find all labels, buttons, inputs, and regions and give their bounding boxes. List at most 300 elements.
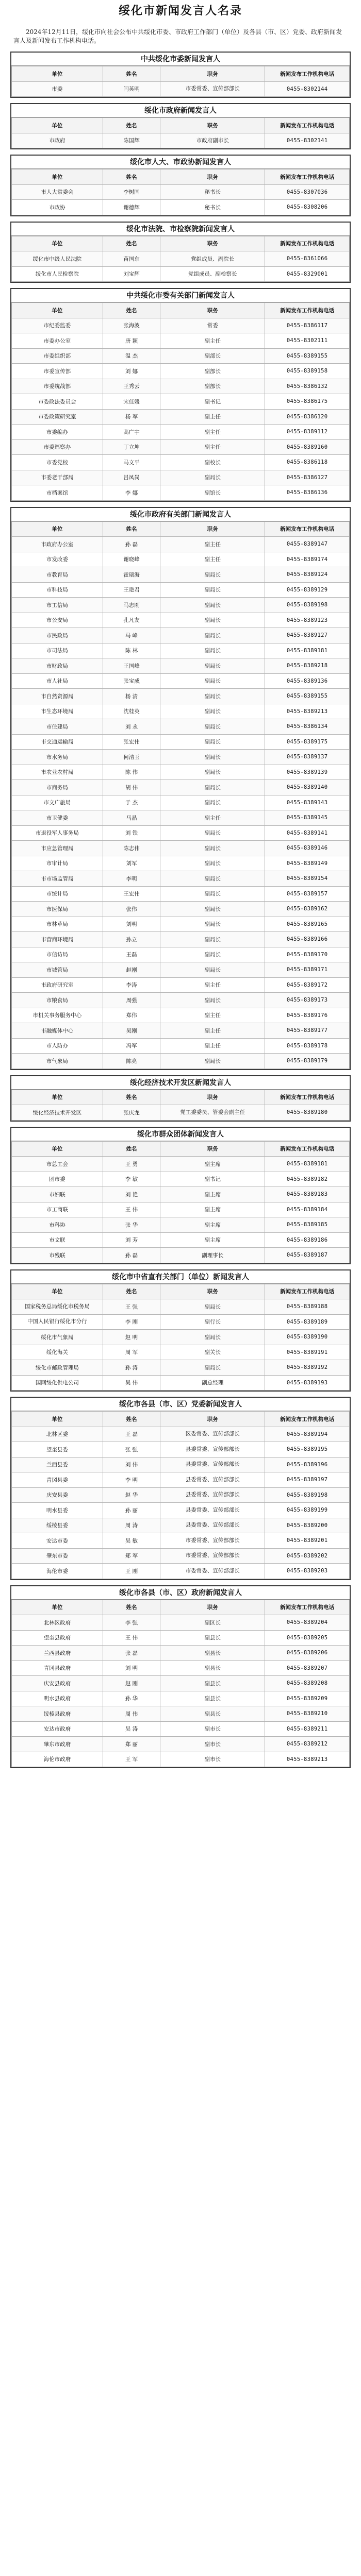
- position-cell: 副部长: [160, 379, 265, 394]
- position-cell: 副局长: [160, 1054, 265, 1069]
- table-row: [12, 1533, 350, 1549]
- position-cell: 副主任: [160, 333, 265, 349]
- header-unit: 单位: [12, 1412, 103, 1427]
- section-table: [11, 1600, 350, 1768]
- position-cell: 副局长: [160, 947, 265, 962]
- name-cell: 郑伟: [103, 1008, 160, 1023]
- name-cell: 吴 伟: [103, 1375, 160, 1391]
- unit-cell: 市委办公室: [12, 333, 103, 349]
- name-cell: 张海波: [103, 318, 160, 333]
- phone-cell: 0455-8389182: [265, 1172, 350, 1187]
- name-cell: 陈志伟: [103, 841, 160, 856]
- table-row: [12, 810, 350, 826]
- name-cell: 赵 华: [103, 1487, 160, 1503]
- section-title: 绥化经济技术开发区新闻发言人: [11, 1076, 350, 1090]
- table-row: [12, 1427, 350, 1442]
- name-cell: 谢德辉: [103, 200, 160, 215]
- unit-cell: 团市委: [12, 1172, 103, 1187]
- name-cell: 马文平: [103, 455, 160, 470]
- name-cell: 孙 丽: [103, 1503, 160, 1518]
- position-cell: 县委常委、宣传部部长: [160, 1518, 265, 1533]
- unit-cell: 绥化海关: [12, 1345, 103, 1360]
- unit-cell: 市营商环境局: [12, 932, 103, 947]
- table-row: [12, 1375, 350, 1391]
- position-cell: 副局长: [160, 962, 265, 978]
- unit-cell: 市水务局: [12, 750, 103, 765]
- phone-cell: 0455-8389154: [265, 871, 350, 887]
- position-cell: 副局长: [160, 886, 265, 902]
- phone-cell: 0455-8389127: [265, 628, 350, 643]
- header-name: 姓名: [103, 303, 160, 318]
- table-row: [12, 266, 350, 282]
- unit-cell: 安达市政府: [12, 1721, 103, 1737]
- table-row: [12, 333, 350, 349]
- table-row: [12, 1360, 350, 1376]
- position-cell: 副局长: [160, 856, 265, 871]
- header-unit: 单位: [12, 1284, 103, 1299]
- name-cell: 张伟: [103, 902, 160, 917]
- phone-cell: 0455-8302144: [265, 81, 350, 97]
- table-row: [12, 582, 350, 598]
- table-row: [12, 1752, 350, 1767]
- unit-cell: 市司法局: [12, 643, 103, 658]
- table-row: [12, 1330, 350, 1345]
- unit-cell: 明水县政府: [12, 1691, 103, 1706]
- phone-cell: 0455-8389187: [265, 1248, 350, 1263]
- phone-cell: 0455-8389196: [265, 1457, 350, 1472]
- phone-cell: 0455-8302111: [265, 333, 350, 349]
- name-cell: 孙 磊: [103, 1248, 160, 1263]
- unit-cell: 市委宣传部: [12, 364, 103, 379]
- position-cell: 副局长: [160, 673, 265, 689]
- phone-cell: 0455-8389203: [265, 1564, 350, 1579]
- section-table: [11, 66, 350, 97]
- header-phone: 新闻发布工作机构电话: [265, 303, 350, 318]
- unit-cell: 市粮食局: [12, 993, 103, 1008]
- position-cell: 副局长: [160, 902, 265, 917]
- position-cell: 副局长: [160, 795, 265, 810]
- name-cell: 高广宇: [103, 425, 160, 440]
- name-cell: 张庆龙: [103, 1105, 160, 1121]
- position-cell: 副县长: [160, 1630, 265, 1646]
- phone-cell: 0455-8389218: [265, 658, 350, 674]
- phone-cell: 0455-8386120: [265, 409, 350, 425]
- table-row: [12, 1660, 350, 1676]
- unit-cell: 市人社局: [12, 673, 103, 689]
- table-row: [12, 455, 350, 470]
- header-position: 职务: [160, 1090, 265, 1105]
- name-cell: 周 军: [103, 1345, 160, 1360]
- header-name: 姓名: [103, 521, 160, 537]
- position-cell: 副主席: [160, 1157, 265, 1172]
- unit-cell: 市林草局: [12, 917, 103, 932]
- table-row: [12, 1038, 350, 1054]
- phone-cell: 0455-8389129: [265, 582, 350, 598]
- position-cell: 副主任: [160, 409, 265, 425]
- phone-cell: 0455-8389184: [265, 1202, 350, 1217]
- header-position: 职务: [160, 1600, 265, 1615]
- position-cell: 副主任: [160, 425, 265, 440]
- phone-cell: 0455-8389136: [265, 673, 350, 689]
- phone-cell: 0455-8389191: [265, 1345, 350, 1360]
- position-cell: 副县长: [160, 1676, 265, 1691]
- unit-cell: 市商务局: [12, 780, 103, 795]
- header-position: 职务: [160, 66, 265, 82]
- phone-cell: 0455-8389158: [265, 364, 350, 379]
- name-cell: 王 刚: [103, 1564, 160, 1579]
- phone-cell: 0455-8389188: [265, 1299, 350, 1315]
- name-cell: 刘明: [103, 917, 160, 932]
- position-cell: 市委常委、宣传部部长: [160, 1564, 265, 1579]
- phone-cell: 0455-8389183: [265, 1187, 350, 1202]
- table-row: [12, 856, 350, 871]
- table-row: [12, 364, 350, 379]
- header-phone: 新闻发布工作机构电话: [265, 521, 350, 537]
- position-cell: 副主任: [160, 1038, 265, 1054]
- unit-cell: 绥化市气象局: [12, 1330, 103, 1345]
- position-cell: 副局长: [160, 993, 265, 1008]
- unit-cell: 国网绥化供电公司: [12, 1375, 103, 1391]
- phone-cell: 0455-8389112: [265, 425, 350, 440]
- table-row: [12, 567, 350, 583]
- position-cell: 副总经理: [160, 1375, 265, 1391]
- position-cell: 副书记: [160, 1172, 265, 1187]
- section-title: 绥化市法院、市检察院新闻发言人: [11, 223, 350, 236]
- unit-cell: 市卫健委: [12, 810, 103, 826]
- table-row: [12, 1646, 350, 1661]
- header-phone: 新闻发布工作机构电话: [265, 1090, 350, 1105]
- position-cell: 副主任: [160, 977, 265, 993]
- position-cell: 副局长: [160, 567, 265, 583]
- name-cell: 刘 铁: [103, 825, 160, 841]
- table-header-row: [12, 66, 350, 82]
- intro-paragraph: 2024年12月11日，绥化市向社会公布中共绥化市委、市政府工作部门（单位）及各县（市、区）党委、政府新闻发言人及新闻发布工作机构电话。: [13, 28, 342, 44]
- position-cell: 区委常委、宣传部部长: [160, 1427, 265, 1442]
- phone-cell: 0455-8389178: [265, 1038, 350, 1054]
- section-title: 绥化市群众团体新闻发言人: [11, 1128, 350, 1141]
- unit-cell: 安达市委: [12, 1533, 103, 1549]
- phone-cell: 0455-8389155: [265, 348, 350, 364]
- name-cell: 刘军: [103, 856, 160, 871]
- phone-cell: 0455-8386136: [265, 485, 350, 501]
- table-row: [12, 1518, 350, 1533]
- name-cell: 李 强: [103, 1615, 160, 1631]
- position-cell: 县委常委、宣传部部长: [160, 1487, 265, 1503]
- unit-cell: 市委: [12, 81, 103, 97]
- table-row: [12, 1202, 350, 1217]
- unit-cell: 市自然资源局: [12, 689, 103, 704]
- name-cell: 赵 刚: [103, 1676, 160, 1691]
- table-row: [12, 1023, 350, 1039]
- header-unit: 单位: [12, 1600, 103, 1615]
- unit-cell: 庆安县委: [12, 1487, 103, 1503]
- position-cell: 市委常委、宣传部部长: [160, 1548, 265, 1564]
- name-cell: 闫英明: [103, 81, 160, 97]
- name-cell: 吴 涛: [103, 1721, 160, 1737]
- section-table: [11, 1141, 350, 1263]
- table-row: [12, 932, 350, 947]
- section-title: 中共绥化市委有关部门新闻发言人: [11, 289, 350, 302]
- name-cell: 周 伟: [103, 1706, 160, 1722]
- position-cell: 秘书长: [160, 200, 265, 215]
- unit-cell: 市文联: [12, 1232, 103, 1248]
- unit-cell: 市机关事务服务中心: [12, 1008, 103, 1023]
- name-cell: 刘 永: [103, 719, 160, 735]
- unit-cell: 市民政局: [12, 628, 103, 643]
- phone-cell: 0455-8389140: [265, 780, 350, 795]
- unit-cell: 中国人民银行绥化市分行: [12, 1314, 103, 1330]
- unit-cell: 市委党校: [12, 455, 103, 470]
- name-cell: 张 华: [103, 1217, 160, 1233]
- position-cell: 副县长: [160, 1660, 265, 1676]
- name-cell: 李 敏: [103, 1172, 160, 1187]
- header-name: 姓名: [103, 66, 160, 82]
- name-cell: 王磊: [103, 947, 160, 962]
- position-cell: 副局长: [160, 750, 265, 765]
- name-cell: 周强: [103, 993, 160, 1008]
- table-row: [12, 1008, 350, 1023]
- table-row: [12, 537, 350, 552]
- position-cell: 副主任: [160, 1008, 265, 1023]
- name-cell: 刘宝辉: [103, 266, 160, 282]
- section-7: [10, 1127, 351, 1264]
- table-row: [12, 394, 350, 410]
- header-position: 职务: [160, 1284, 265, 1299]
- phone-cell: 0455-8389171: [265, 962, 350, 978]
- position-cell: 市政府副市长: [160, 133, 265, 148]
- unit-cell: 市人防办: [12, 1038, 103, 1054]
- position-cell: 副局长: [160, 704, 265, 719]
- table-row: [12, 628, 350, 643]
- unit-cell: 市纪委监委: [12, 318, 103, 333]
- table-row: [12, 734, 350, 750]
- phone-cell: 0455-8389213: [265, 1752, 350, 1767]
- name-cell: 王 勇: [103, 1157, 160, 1172]
- table-header-row: [12, 118, 350, 133]
- header-name: 姓名: [103, 236, 160, 251]
- unit-cell: 市委老干部局: [12, 470, 103, 485]
- name-cell: 李 娜: [103, 485, 160, 501]
- header-unit: 单位: [12, 118, 103, 133]
- section-3: [10, 222, 351, 283]
- name-cell: 陈 林: [103, 643, 160, 658]
- unit-cell: 北林区政府: [12, 1615, 103, 1631]
- table-row: [12, 1314, 350, 1330]
- name-cell: 吴刚: [103, 1023, 160, 1039]
- phone-cell: 0455-8308206: [265, 200, 350, 215]
- unit-cell: 市科技局: [12, 582, 103, 598]
- table-row: [12, 1630, 350, 1646]
- section-9: [10, 1397, 351, 1580]
- position-cell: 副局长: [160, 765, 265, 780]
- header-unit: 单位: [12, 66, 103, 82]
- name-cell: 郑 军: [103, 1548, 160, 1564]
- unit-cell: 市文广旅局: [12, 795, 103, 810]
- unit-cell: 市审计局: [12, 856, 103, 871]
- name-cell: 王 伟: [103, 1202, 160, 1217]
- phone-cell: 0455-8389202: [265, 1548, 350, 1564]
- section-table: [11, 521, 350, 1069]
- position-cell: 副局长: [160, 917, 265, 932]
- table-row: [12, 1737, 350, 1752]
- name-cell: 张宏伟: [103, 734, 160, 750]
- unit-cell: 市科协: [12, 1217, 103, 1233]
- unit-cell: 肇东市政府: [12, 1737, 103, 1752]
- section-title: 中共绥化市委新闻发言人: [11, 53, 350, 66]
- phone-cell: 0455-8389199: [265, 1503, 350, 1518]
- phone-cell: 0455-8389180: [265, 1105, 350, 1121]
- position-cell: 副书记: [160, 394, 265, 410]
- unit-cell: 市统计局: [12, 886, 103, 902]
- header-position: 职务: [160, 118, 265, 133]
- position-cell: 副局长: [160, 598, 265, 613]
- table-row: [12, 993, 350, 1008]
- name-cell: 张 磊: [103, 1646, 160, 1661]
- phone-cell: 0455-8389189: [265, 1314, 350, 1330]
- position-cell: 副馆长: [160, 485, 265, 501]
- phone-cell: 0455-8389185: [265, 1217, 350, 1233]
- position-cell: 副局长: [160, 643, 265, 658]
- unit-cell: 市医保局: [12, 902, 103, 917]
- unit-cell: 市委政策研究室: [12, 409, 103, 425]
- unit-cell: 市市场监管局: [12, 871, 103, 887]
- position-cell: 副行长: [160, 1314, 265, 1330]
- unit-cell: 市委政法委员会: [12, 394, 103, 410]
- position-cell: 副局长: [160, 1330, 265, 1345]
- position-cell: 副局长: [160, 1299, 265, 1315]
- unit-cell: 市教育局: [12, 567, 103, 583]
- section-6: [10, 1075, 351, 1122]
- table-row: [12, 81, 350, 97]
- phone-cell: 0455-8389177: [265, 1023, 350, 1039]
- table-row: [12, 425, 350, 440]
- table-row: [12, 348, 350, 364]
- name-cell: 刘 娜: [103, 364, 160, 379]
- position-cell: 副主任: [160, 552, 265, 567]
- name-cell: 李树国: [103, 184, 160, 200]
- name-cell: 赵 明: [103, 1330, 160, 1345]
- phone-cell: 0455-8389157: [265, 886, 350, 902]
- unit-cell: 市融媒体中心: [12, 1023, 103, 1039]
- unit-cell: 市委编办: [12, 425, 103, 440]
- phone-cell: 0455-8329001: [265, 266, 350, 282]
- unit-cell: 绥化市人民检察院: [12, 266, 103, 282]
- position-cell: 市委常委、宣传部部长: [160, 1533, 265, 1549]
- unit-cell: 市委组织部: [12, 348, 103, 364]
- table-row: [12, 704, 350, 719]
- unit-cell: 市交通运输局: [12, 734, 103, 750]
- position-cell: 副市长: [160, 1752, 265, 1767]
- table-header-row: [12, 170, 350, 185]
- name-cell: 宋佳媛: [103, 394, 160, 410]
- name-cell: 郑 丽: [103, 1737, 160, 1752]
- phone-cell: 0455-8389143: [265, 795, 350, 810]
- phone-cell: 0455-8389205: [265, 1630, 350, 1646]
- position-cell: 副局长: [160, 734, 265, 750]
- section-4: [10, 288, 351, 502]
- position-cell: 副部长: [160, 348, 265, 364]
- section-1: [10, 103, 351, 149]
- name-cell: 唐 颖: [103, 333, 160, 349]
- position-cell: 副县长: [160, 1691, 265, 1706]
- phone-cell: 0455-8389208: [265, 1676, 350, 1691]
- header-position: 职务: [160, 236, 265, 251]
- section-table: [11, 236, 350, 282]
- name-cell: 霍瑞海: [103, 567, 160, 583]
- phone-cell: 0455-8389170: [265, 947, 350, 962]
- name-cell: 孙 华: [103, 1691, 160, 1706]
- phone-cell: 0455-8389195: [265, 1442, 350, 1458]
- table-row: [12, 379, 350, 394]
- table-row: [12, 1105, 350, 1121]
- header-name: 姓名: [103, 1600, 160, 1615]
- unit-cell: 明水县委: [12, 1503, 103, 1518]
- phone-cell: 0455-8389211: [265, 1721, 350, 1737]
- unit-cell: 市信访局: [12, 947, 103, 962]
- phone-cell: 0455-8389209: [265, 1691, 350, 1706]
- name-cell: 刘 芳: [103, 1232, 160, 1248]
- phone-cell: 0455-8389186: [265, 1232, 350, 1248]
- header-unit: 单位: [12, 1141, 103, 1157]
- name-cell: 于 杰: [103, 795, 160, 810]
- unit-cell: 海伦市委: [12, 1564, 103, 1579]
- phone-cell: 0455-8389175: [265, 734, 350, 750]
- table-header-row: [12, 236, 350, 251]
- phone-cell: 0455-8389124: [265, 567, 350, 583]
- phone-cell: 0455-8389141: [265, 825, 350, 841]
- header-position: 职务: [160, 303, 265, 318]
- table-header-row: [12, 303, 350, 318]
- unit-cell: 兰西县政府: [12, 1646, 103, 1661]
- table-row: [12, 750, 350, 765]
- position-cell: 县委常委、宣传部部长: [160, 1442, 265, 1458]
- name-cell: 孙 涛: [103, 1360, 160, 1376]
- header-unit: 单位: [12, 1090, 103, 1105]
- name-cell: 张宝成: [103, 673, 160, 689]
- table-row: [12, 765, 350, 780]
- table-row: [12, 886, 350, 902]
- table-row: [12, 947, 350, 962]
- name-cell: 王 磊: [103, 1427, 160, 1442]
- position-cell: 副局长: [160, 689, 265, 704]
- table-row: [12, 1054, 350, 1069]
- header-unit: 单位: [12, 303, 103, 318]
- unit-cell: 望奎县委: [12, 1442, 103, 1458]
- phone-cell: 0455-8386132: [265, 379, 350, 394]
- name-cell: 陈亮: [103, 1054, 160, 1069]
- table-row: [12, 719, 350, 735]
- name-cell: 冯军: [103, 1038, 160, 1054]
- position-cell: 副局长: [160, 932, 265, 947]
- table-row: [12, 795, 350, 810]
- unit-cell: 市发改委: [12, 552, 103, 567]
- name-cell: 孙 磊: [103, 537, 160, 552]
- phone-cell: 0455-8389172: [265, 977, 350, 993]
- table-row: [12, 1187, 350, 1202]
- phone-cell: 0455-8307036: [265, 184, 350, 200]
- position-cell: 副主席: [160, 1217, 265, 1233]
- position-cell: 副主席: [160, 1202, 265, 1217]
- phone-cell: 0455-8389147: [265, 537, 350, 552]
- table-row: [12, 133, 350, 148]
- table-row: [12, 841, 350, 856]
- phone-cell: 0455-8389190: [265, 1330, 350, 1345]
- position-cell: 副主席: [160, 1187, 265, 1202]
- unit-cell: 市委统战部: [12, 379, 103, 394]
- unit-cell: 绥棱县委: [12, 1518, 103, 1533]
- table-row: [12, 613, 350, 628]
- unit-cell: 绥棱县政府: [12, 1706, 103, 1722]
